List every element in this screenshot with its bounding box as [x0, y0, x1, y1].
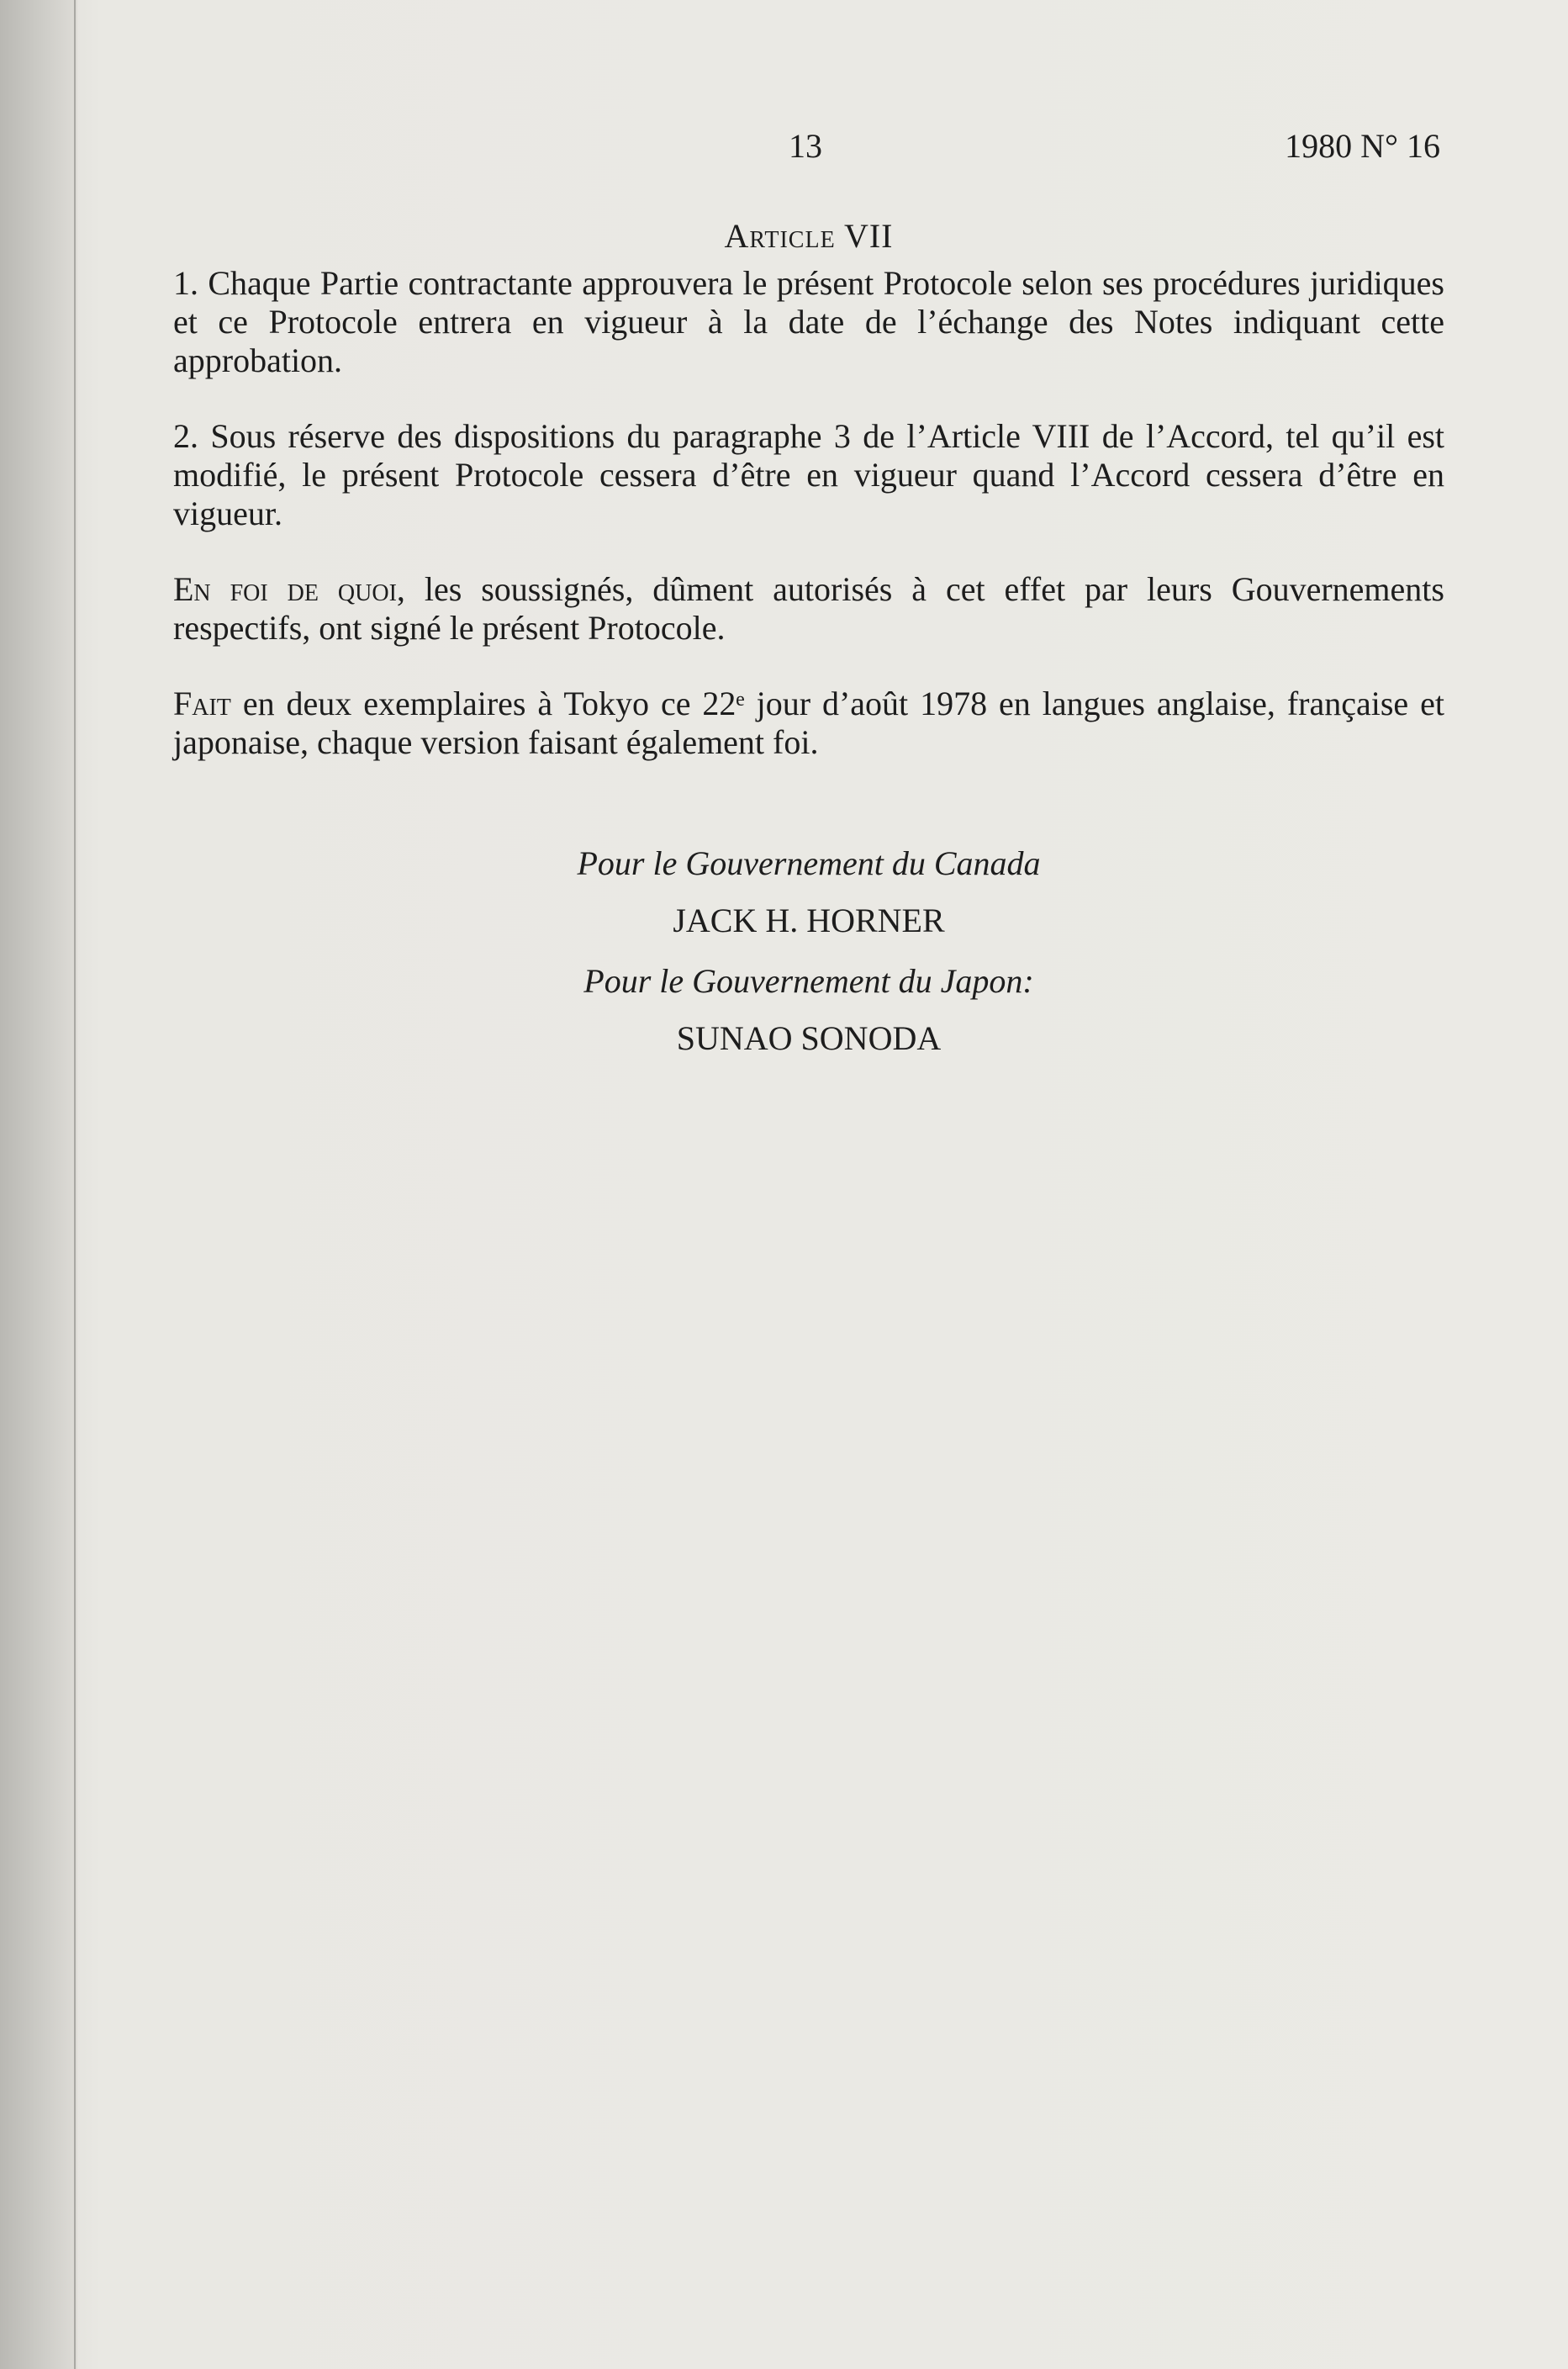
page-number: 13 — [789, 127, 822, 165]
fait-text: en deux exemplaires à Tokyo ce 22ᵉ jour d’août 1978 en langues anglaise, française et japonaise, chaque version faisant également foi. — [173, 685, 1444, 761]
paragraph-2: 2. Sous réserve des dispositions du paragraphe 3 de l’Article VIII de l’Accord, tel qu’il est modifié, le présent Protocole cessera d’être en vigueur quand l’Accord cessera d’être en vigueur. — [173, 417, 1444, 532]
article-heading: Article VII — [724, 217, 894, 255]
signature-block — [173, 844, 1444, 1058]
japan-signatory-name: SUNAO SONODA — [676, 1019, 942, 1057]
en-foi-de-quoi-lead: En foi de quoi — [173, 570, 397, 608]
document-reference: 1980 N° 16 — [1285, 127, 1440, 165]
paragraph-1: 1. Chaque Partie contractante approuvera le présent Protocole selon ses procédures juridiques et ce Protocole entrera en vigueur à la date de l’échange des Notes indiquant cette approbation. — [173, 264, 1444, 379]
page-binding-shadow — [0, 0, 77, 2369]
paragraph-en-foi-de-quoi — [173, 570, 1444, 648]
en-foi-de-quoi-text: , les soussignés, dûment autorisés à cet effet par leurs Gouvernements respectifs, ont signé le présent Protocole. — [173, 570, 1444, 647]
page-header — [0, 126, 1568, 168]
japan-signatory-label: Pour le Gouvernement du Japon: — [583, 962, 1034, 1000]
paragraph-fait — [173, 685, 1444, 762]
canada-signatory-label: Pour le Gouvernement du Canada — [577, 844, 1041, 882]
article-content — [173, 217, 1444, 1058]
binding-edge-line — [74, 0, 76, 2369]
fait-lead: Fait — [173, 685, 231, 722]
canada-signatory-name: JACK H. HORNER — [673, 902, 945, 939]
